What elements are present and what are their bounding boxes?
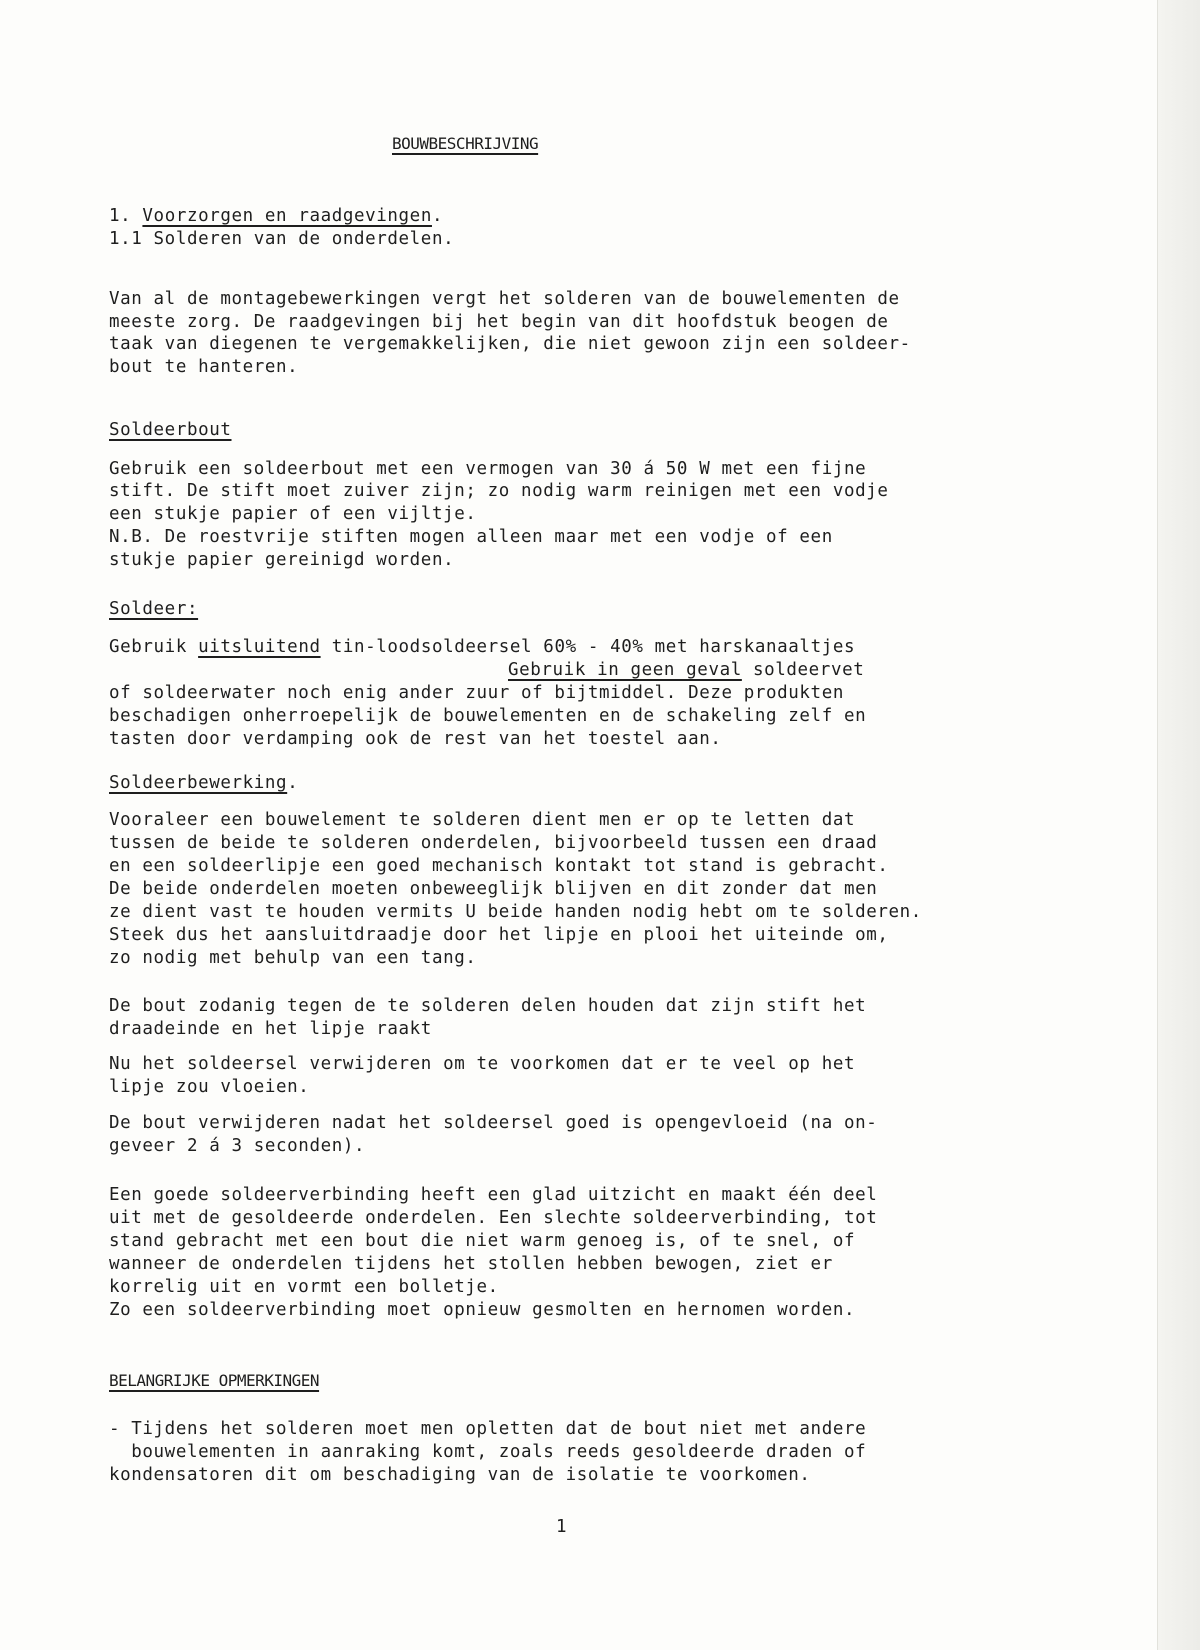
soldeerbewerking-line: en een soldeerlipje een goed mechanisch kontakt tot stand is gebracht. [109,856,889,876]
paragraph-line: geveer 2 á 3 seconden). [109,1136,366,1156]
intro-line: meeste zorg. De raadgevingen bij het begin van dit hoofdstuk beogen de [109,312,889,332]
section-title-end: . [431,206,444,226]
paragraph-line: stand gebracht met een bout die niet warm genoeg is, of te snel, of [109,1231,856,1251]
intro-line: bout te hanteren. [109,357,299,377]
section-number: 1. [109,206,132,226]
soldeerbout-line: stift. De stift moet zuiver zijn; zo nodig warm reinigen met een vodje [109,481,889,501]
section-title: Voorzorgen en raadgevingen [142,206,432,226]
soldeer-line: beschadigen onherroepelijk de bouwelementen en de schakeling zelf en [109,706,867,726]
paragraph-line: Nu het soldeersel verwijderen om te voorkomen dat er te veel op het [109,1054,856,1074]
soldeer-warning: Gebruik in geen geval [508,660,742,680]
soldeerbewerking-line: zo nodig met behulp van een tang. [109,948,477,968]
paragraph-line: Een goede soldeerverbinding heeft een glad uitzicht en maakt één deel [109,1185,878,1205]
page-edge [1157,0,1200,1650]
paragraph-line: Zo een soldeerverbinding moet opnieuw gesmolten en hernomen worden. [109,1300,856,1320]
opmerking-line: bouwelementen in aanraking komt, zoals reeds gesoldeerde draden of [109,1442,867,1462]
intro-line: taak van diegenen te vergemakkelijken, die niet gewoon zijn een soldeer- [109,334,911,354]
soldeerbout-line: N.B. De roestvrije stiften mogen alleen maar met een vodje of een [109,527,833,547]
soldeer-line-part: tin-loodsoldeersel 60% - 40% met harskanaaltjes [320,637,856,657]
page-title: BOUWBESCHRIJVING [392,134,539,153]
soldeerbewerking-heading [109,772,298,794]
soldeerbout-heading: Soldeerbout [109,420,232,440]
soldeer-line [508,659,864,681]
page-number: 1 [556,1517,568,1537]
soldeerbout-line: een stukje papier of een vijltje. [109,504,477,524]
paragraph-line: korrelig uit en vormt een bolletje. [109,1277,499,1297]
soldeerbewerking-line: ze dient vast te houden vermits U beide handen nodig hebt om te solderen. [109,902,922,922]
soldeerbout-line: stukje papier gereinigd worden. [109,550,455,570]
subsection-heading: 1.1 Solderen van de onderdelen. [109,229,455,249]
soldeer-line-part: soldeervet [741,660,865,680]
intro-line: Van al de montagebewerkingen vergt het solderen van de bouwelementen de [109,289,900,309]
soldeer-line [109,636,855,658]
soldeer-line: tasten door verdamping ook de rest van het toestel aan. [109,729,722,749]
opmerking-line: - Tijdens het solderen moet men opletten dat de bout niet met andere [109,1419,867,1439]
soldeerbewerking-line: Vooraleer een bouwelement te solderen dient men er op te letten dat [109,810,856,830]
section-heading [109,205,443,227]
opmerkingen-heading: BELANGRIJKE OPMERKINGEN [109,1371,320,1390]
soldeerbewerking-line: De beide onderdelen moeten onbeweeglijk blijven en dit zonder dat men [109,879,878,899]
soldeer-line: of soldeerwater noch enig ander zuur of bijtmiddel. Deze produkten [109,683,844,703]
soldeer-emphasis: uitsluitend [198,637,321,657]
paragraph-line: De bout verwijderen nadat het soldeersel goed is opengevloeid (na on- [109,1113,878,1133]
paragraph-line: draadeinde en het lipje raakt [109,1019,432,1039]
paragraph-line: wanneer de onderdelen tijdens het stollen hebben bewogen, ziet er [109,1254,833,1274]
soldeer-line-part: Gebruik [109,637,199,657]
soldeerbewerking-title-end: . [287,773,299,793]
paragraph-line: De bout zodanig tegen de te solderen delen houden dat zijn stift het [109,996,867,1016]
soldeerbout-line: Gebruik een soldeerbout met een vermogen van 30 á 50 W met een fijne [109,459,867,479]
soldeerbewerking-line: tussen de beide te solderen onderdelen, bijvoorbeeld tussen een draad [109,833,878,853]
paragraph-line: uit met de gesoldeerde onderdelen. Een slechte soldeerverbinding, tot [109,1208,878,1228]
paragraph-line: lipje zou vloeien. [109,1077,310,1097]
opmerking-line: kondensatoren dit om beschadiging van de isolatie te voorkomen. [109,1465,811,1485]
soldeerbewerking-title: Soldeerbewerking [109,773,288,793]
soldeer-heading: Soldeer: [109,599,199,619]
soldeerbewerking-line: Steek dus het aansluitdraadje door het lipje en plooi het uiteinde om, [109,925,889,945]
